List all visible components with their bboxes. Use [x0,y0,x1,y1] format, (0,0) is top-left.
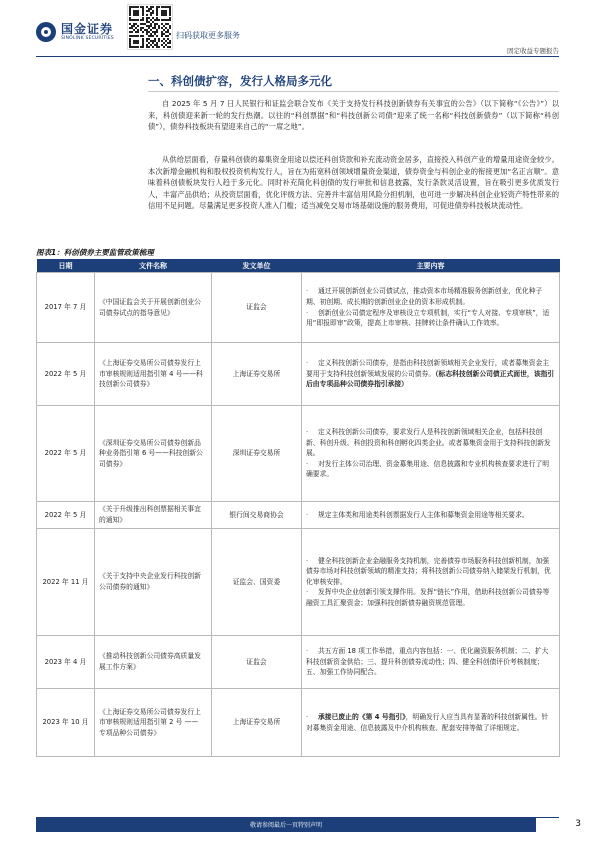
content-item [306,556,555,588]
cell-document: 《中国证监会关于开展创新创业公司债券试点的指导意见》 [95,273,212,343]
bullet-icon: · [306,712,309,721]
content-text: 健全科技创新企业金融服务支持机制，完善债券市场服务科技创新机制，加强债券市场对科技创新领域的精准支持；将科技创新公司债券纳入储架发行机制，优化审核安排。 [306,556,551,586]
cell-issuer: 证监会、国资委 [212,529,302,636]
logo-name-en: SINOLINK SECURITIES [61,35,114,41]
content-text: 发挥中央企业创新引领支撑作用。发挥“链长”作用，借助科技创新公司债券等融资工具汇聚资金；加强科技创新债券融资规范管理。 [306,588,550,607]
qr-code-icon[interactable] [127,4,173,50]
content-item [306,510,555,521]
content-emphasis: 承接已废止的《第 4 号指引》 [318,712,406,721]
cell-content [302,406,560,502]
cell-document: 《关于支持中央企业发行科技创新公司债券的通知》 [95,529,212,636]
content-text: 规定主体类和用途类科创票据发行人主体和募集资金用途等相关要求。 [318,510,529,519]
cell-date: 2023 年 4 月 [37,636,95,689]
content-emphasis: （标志科技创新公司债正式面世，该指引后由专项品种公司债券指引承接） [306,369,555,389]
content-text: 共五方面 18 项工作举措，重点内容包括：一、优化融资服务机制；二、扩大科技创新资金供给；三、提升科创债券流动性；四、健全科创债评价考核制度；五、加强工作协同配合。 [306,647,549,677]
section-title: 一、科创债扩容，发行人格局多元化 [148,74,332,88]
page-header [0,0,595,58]
cell-content [302,689,560,757]
logo-icon [36,22,56,42]
body-paragraph: 自 2025 年 5 月 7 日人民银行和证监会联合发布《关于支持发行科技创新债券有关事宜的公告》（以下简称“《公告》”）以来，科创债迎来新一轮的发行热潮。以往的“科创票据”和“科技创新公司债”迎来了统一名称“科技创新债券”（以下简称“科创债”），债券科技板块有望迎来自己的“一席之地”。 [148,99,559,131]
cell-issuer: 上海证券交易所 [212,343,302,406]
cell-issuer: 证监会 [212,636,302,689]
content-text: 定义科技创新公司债券，是指由科技创新领域相关企业发行，或者募集资金主要用于支持科技创新领域发展的公司债券。 [306,359,550,378]
company-logo [36,22,114,42]
content-item [306,308,555,329]
bullet-icon: · [306,459,309,468]
cell-document: 《深圳证券交易所公司债券创新品种业务指引第 6 号——科技创新公司债券》 [95,406,212,502]
cell-document: 《推动科技创新公司债券高质量发展工作方案》 [95,636,212,689]
table-row [37,343,560,406]
qr-caption: 扫码获取更多服务 [176,31,240,40]
table-header-row [37,259,560,273]
cell-issuer: 上海证券交易所 [212,689,302,757]
content-text: 通过开展创新创业公司债试点，推动资本市场精准服务创新创业，优化种子期、初创期、成长期的创新创业企业的资本形成机制。 [306,287,543,306]
header-divider [36,56,559,57]
bullet-icon: · [306,647,309,656]
cell-date: 2022 年 5 月 [37,502,95,529]
bullet-icon: · [306,287,309,296]
table-row [37,689,560,757]
footer-disclaimer[interactable]: 敬请参阅最后一页特别声明 [249,822,322,829]
cell-date: 2022 年 11 月 [37,529,95,636]
content-text: 对发行主体公司治理、资金募集用途、信息披露和专业机构核查要求进行了明确要求。 [306,459,550,479]
cell-document: 《关于升级推出科创票据相关事宜的通知》 [95,502,212,529]
bullet-icon: · [306,308,309,317]
content-item [306,587,555,608]
bullet-icon: · [306,556,309,565]
cell-content [302,529,560,636]
cell-content [302,502,560,529]
report-type-label: 固定收益专题报告 [507,47,559,55]
bullet-icon: · [306,510,309,519]
content-item [306,712,555,733]
column-header-issuer: 发文单位 [212,259,302,273]
cell-issuer: 银行间交易商协会 [212,502,302,529]
cell-issuer: 证监会 [212,273,302,343]
cell-document: 《上海证券交易所公司债券发行上市审核规则适用指引第 2 号 —— 专项品种公司债券》 [95,689,212,757]
bullet-icon: · [306,588,309,597]
column-header-document: 文件名称 [95,259,212,273]
policy-table [36,259,560,757]
table-row [37,636,560,689]
body-paragraph: 从供给层面看，存量科创债的募集资金用途以偿还科创贷款和补充流动资金居多，直接投入科创产业的增量用途资金较少。本次新增金融机构和股权投资机构发行人，旨在为拓宽科创领域增量资金渠道，债券资金与科创企业的衔接更加“名正言顺”。意味着科创债板块发行人趋于多元化。同时补充简化科创债的发行审批和信息披露，发行条款灵活设置，旨在吸引更多优质发行人，丰富产品供给；从投资层面看，优化评级方法、完善并丰富信用风险分担机制，也可进一步解决科创企业轻资产特性带来的信用不足问题。尽量满足更多投资人准入门槛；适当减免交易市场基础设施的服务费用，可促进债券科技板块流动性。 [148,155,559,210]
column-header-date: 日期 [37,259,95,273]
cell-issuer: 深圳证券交易所 [212,406,302,502]
bullet-icon: · [306,359,309,368]
column-header-content: 主要内容 [302,259,560,273]
cell-document: 《上海证券交易所公司债券发行上市审核规则适用指引第 4 号——科技创新公司债券》 [95,343,212,406]
content-text: 创新创业公司债定程序及审核设立专项机制，实行“专人对接、专项审核”，适用“即报即审”政策，提高上市审核、挂牌转让条件确认工作效率。 [306,308,550,328]
content-item [306,358,555,390]
cell-date: 2022 年 5 月 [37,343,95,406]
content-item [306,459,555,480]
content-item [306,286,555,307]
bullet-icon: · [306,428,309,437]
logo-name-cn: 国金证券 [61,21,114,36]
section-divider [148,91,559,92]
cell-content [302,343,560,406]
page-number: 3 [575,819,581,829]
cell-content [302,273,560,343]
table-row [37,502,560,529]
content-item [306,427,555,459]
table-row [37,273,560,343]
content-item [306,646,555,678]
figure-title: 图表1：科创债券主要监管政策梳理 [36,248,154,257]
table-row [37,529,560,636]
content-text: 定义科技创新公司债券，要求发行人是科技创新领域相关企业，包括科技创新、科创升级、科创投资和科创孵化四类企业。或者募集资金用于支持科技创新发展。 [306,428,551,458]
cell-date: 2022 年 5 月 [37,406,95,502]
table-row [37,406,560,502]
cell-date: 2017 年 7 月 [37,273,95,343]
cell-date: 2023 年 10 月 [37,689,95,757]
content-text: ，明确发行人应当具有显著的科技创新属性。针对募集资金用途、信息披露及中介机构核查、配套安排等做了详细规定。 [306,712,549,732]
cell-content [302,636,560,689]
